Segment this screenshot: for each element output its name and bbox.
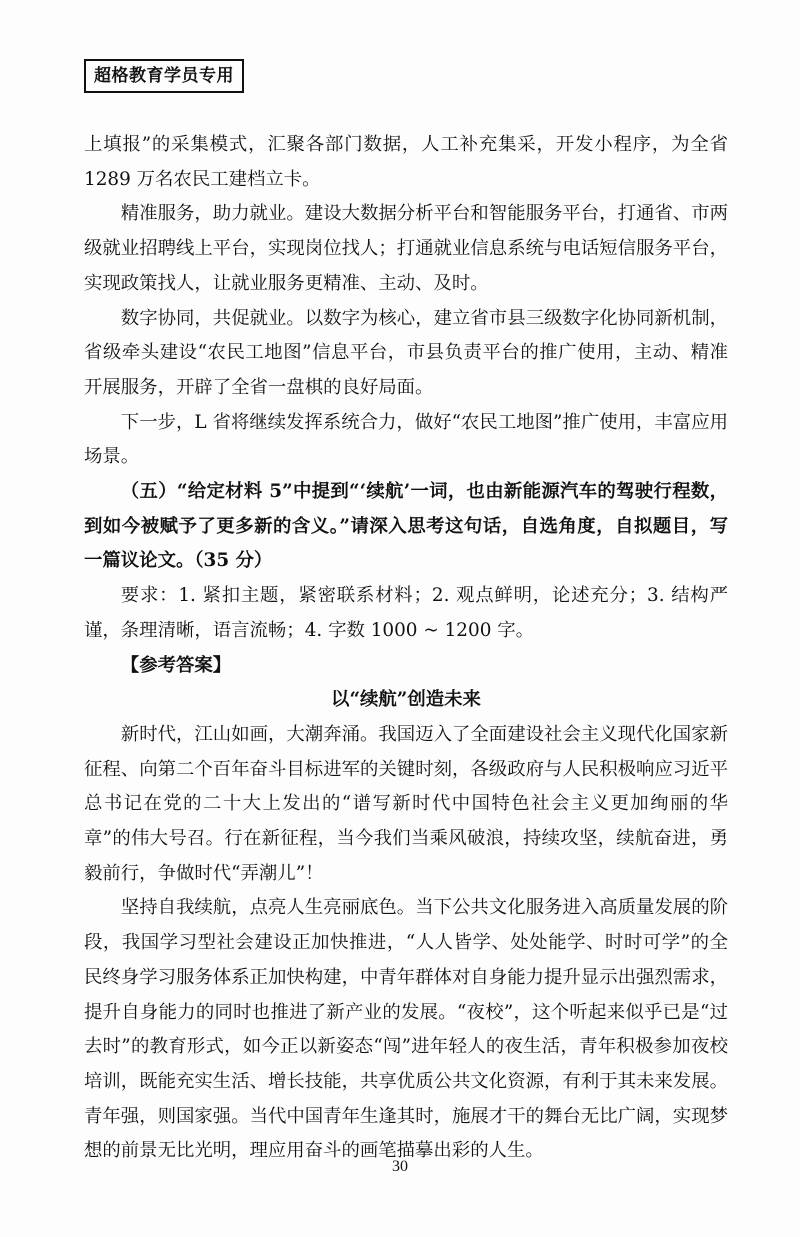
essay-title: 以“续航”创造未来 [331,689,481,711]
document-body [84,128,728,1169]
paragraph-precise-service: 精准服务，助力就业。建设大数据分析平台和智能服务平台，打通省、市两级就业招聘线上平台，实现岗位找人；打通就业信息系统与电话短信服务平台，实现政策找人，让就业服务更精准、主动、及时。 [84,203,728,294]
question-five: （五）“给定材料 5”中提到“‘续航’一词，也由新能源汽车的驾驶行程数，到如今被赋予了更多新的含义。”请深入思考这句话，自选角度，自拟题目，写一篇议论文。（35 分） [84,481,728,572]
reference-answer-label: 【参考答案】 [120,654,232,676]
paragraph-continuation: 上填报”的采集模式，汇聚各部门数据，人工补充集采，开发小程序，为全省 1289 万名农民工建档立卡。 [84,134,728,190]
requirements: 要求：1. 紧扣主题，紧密联系材料；2. 观点鲜明，论述充分；3. 结构严谨，条理清晰，语言流畅；4. 字数 1000 ~ 1200 字。 [84,585,728,641]
essay-paragraph-intro: 新时代，江山如画，大潮奔涌。我国迈入了全面建设社会主义现代化国家新征程、向第二个百年奋斗目标进军的关键时刻，各级政府与人民积极响应习近平总书记在党的二十大上发出的“谱写新时代中国特色社会主义更加绚丽的华章”的伟大号召。行在新征程，当今我们当乘风破浪，持续攻坚，续航奋进，勇毅前行，争做时代“弄潮儿”！ [84,723,728,884]
header-label: 超格教育学员专用 [84,59,244,93]
page-number: 30 [392,1158,408,1175]
paragraph-digital-collaboration: 数字协同，共促就业。以数字为核心，建立省市县三级数字化协同新机制，省级牵头建设“农民工地图”信息平台，市县负责平台的推广使用，主动、精准开展服务，开辟了全省一盘棋的良好局面。 [84,307,728,398]
paragraph-next-step: 下一步，L 省将继续发挥系统合力，做好“农民工地图”推广使用，丰富应用场景。 [84,411,728,468]
essay-paragraph-self-endurance: 坚持自我续航，点亮人生亮丽底色。当下公共文化服务进入高质量发展的阶段，我国学习型社会建设正加快推进，“人人皆学、处处能学、时时可学”的全民终身学习服务体系正加快构建，中青年群体对自身能力提升显示出强烈需求，提升自身能力的同时也推进了新产业的发展。“夜校”，这个听起来似乎已是“过去时”的教育形式，如今正以新姿态“闯”进年轻人的夜生活，青年积极参加夜校培训，既能充实生活、增长技能，共享优质公共文化资源，有利于其未来发展。青年强，则国家强。当代中国青年生逢其时，施展才干的舞台无比广阔，实现梦想的前景无比光明，理应用奋斗的画笔描摹出彩的人生。 [84,897,728,1162]
